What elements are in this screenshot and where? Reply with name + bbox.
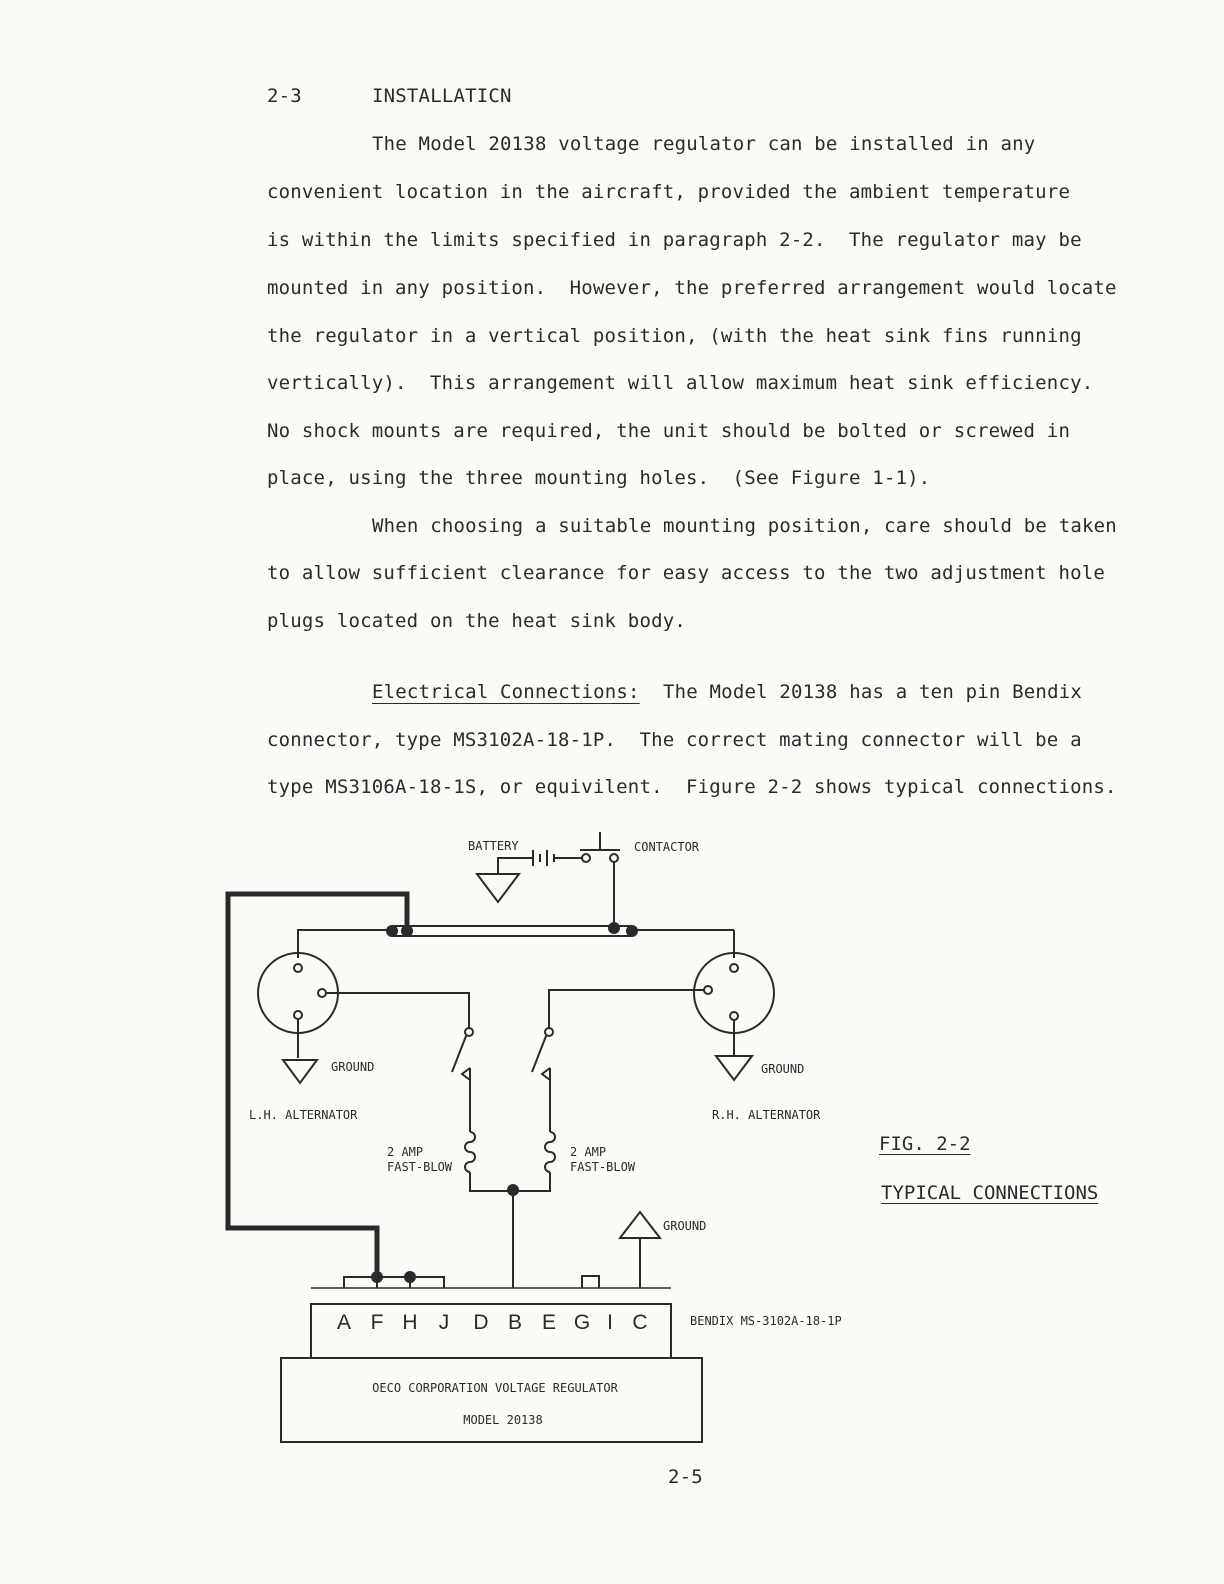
pin-c-ground — [620, 1212, 660, 1288]
ground-icon — [716, 1056, 752, 1080]
pin-f: F — [370, 1311, 384, 1334]
pin-c: C — [632, 1311, 648, 1334]
paragraph-line: place, using the three mounting holes. (See Figure 1-1). — [267, 467, 931, 489]
ground-icon — [477, 874, 519, 902]
contactor-label: CONTACTOR — [634, 840, 700, 854]
section-title: INSTALLATICN — [372, 85, 512, 107]
rh-alternator — [549, 953, 774, 1080]
rh-ground-label: GROUND — [761, 1062, 805, 1076]
figure-number: FIG. 2-2 — [879, 1133, 971, 1155]
battery-symbol — [477, 850, 582, 902]
electrical-connections-heading: Electrical Connections: — [372, 681, 640, 703]
figure-title: TYPICAL CONNECTIONS — [881, 1182, 1099, 1204]
contactor-symbol — [580, 832, 620, 922]
voltage-regulator-box — [281, 1358, 702, 1442]
lh-fuse-rating: 2 AMP — [387, 1145, 424, 1159]
pin-j: J — [438, 1311, 450, 1334]
bus-line — [298, 923, 734, 958]
paragraph-line: type MS3106A-18-1S, or equivilent. Figure 2-2 shows typical connections. — [267, 776, 1117, 798]
pin-a: A — [336, 1311, 352, 1334]
connector-ground-label: GROUND — [663, 1219, 707, 1233]
regulator-name: OECO CORPORATION VOLTAGE REGULATOR — [372, 1381, 618, 1395]
battery-label: BATTERY — [468, 839, 519, 853]
electrical-connections-line — [372, 681, 1082, 703]
paragraph-line: mounted in any position. However, the preferred arrangement would locate — [267, 277, 1117, 299]
rh-fuse-type: FAST-BLOW — [570, 1160, 636, 1174]
pin-i: I — [607, 1311, 613, 1334]
lh-alternator-label: L.H. ALTERNATOR — [249, 1108, 358, 1122]
paragraph-line: is within the limits specified in paragraph 2-2. The regulator may be — [267, 229, 1082, 251]
paragraph-line: connector, type MS3102A-18-1P. The correct mating connector will be a — [267, 729, 1082, 751]
lh-fuse-type: FAST-BLOW — [387, 1160, 453, 1174]
pin-b: B — [507, 1311, 523, 1334]
paragraph-line: to allow sufficient clearance for easy access to the two adjustment hole — [267, 562, 1106, 584]
rh-switch-fuse — [508, 1028, 555, 1288]
paragraph-line: The Model 20138 voltage regulator can be installed in any — [372, 133, 1036, 155]
paragraph-line: When choosing a suitable mounting position, care should be taken — [372, 515, 1117, 537]
wiring-diagram — [0, 820, 1224, 1460]
bendix-connector — [311, 1304, 671, 1358]
paragraph-line: The Model 20138 has a ten pin Bendix — [639, 681, 1082, 703]
pin-e: E — [541, 1311, 557, 1334]
paragraph-line: plugs located on the heat sink body. — [267, 610, 687, 632]
ground-icon — [620, 1212, 660, 1238]
lh-ground-label: GROUND — [331, 1060, 375, 1074]
ground-icon — [283, 1060, 317, 1083]
pin-jumpers — [344, 1272, 599, 1288]
page-number: 2-5 — [668, 1466, 703, 1488]
pin-d: D — [473, 1311, 489, 1334]
connector-pins — [337, 1311, 648, 1334]
rh-fuse-rating: 2 AMP — [570, 1145, 607, 1159]
lh-switch-fuse — [452, 1028, 513, 1191]
paragraph-line: No shock mounts are required, the unit should be bolted or screwed in — [267, 420, 1071, 442]
thick-feed-wire — [228, 894, 407, 1275]
section-number: 2-3 — [267, 85, 302, 107]
rh-alternator-label: R.H. ALTERNATOR — [712, 1108, 821, 1122]
paragraph-line: convenient location in the aircraft, provided the ambient temperature — [267, 181, 1071, 203]
pin-g: G — [573, 1311, 591, 1334]
connector-label: BENDIX MS-3102A-18-1P — [690, 1314, 842, 1328]
paragraph-line: the regulator in a vertical position, (with the heat sink fins running — [267, 325, 1082, 347]
pin-h: H — [402, 1311, 418, 1334]
regulator-model: MODEL 20138 — [463, 1413, 543, 1427]
paragraph-line: vertically). This arrangement will allow maximum heat sink efficiency. — [267, 372, 1094, 394]
